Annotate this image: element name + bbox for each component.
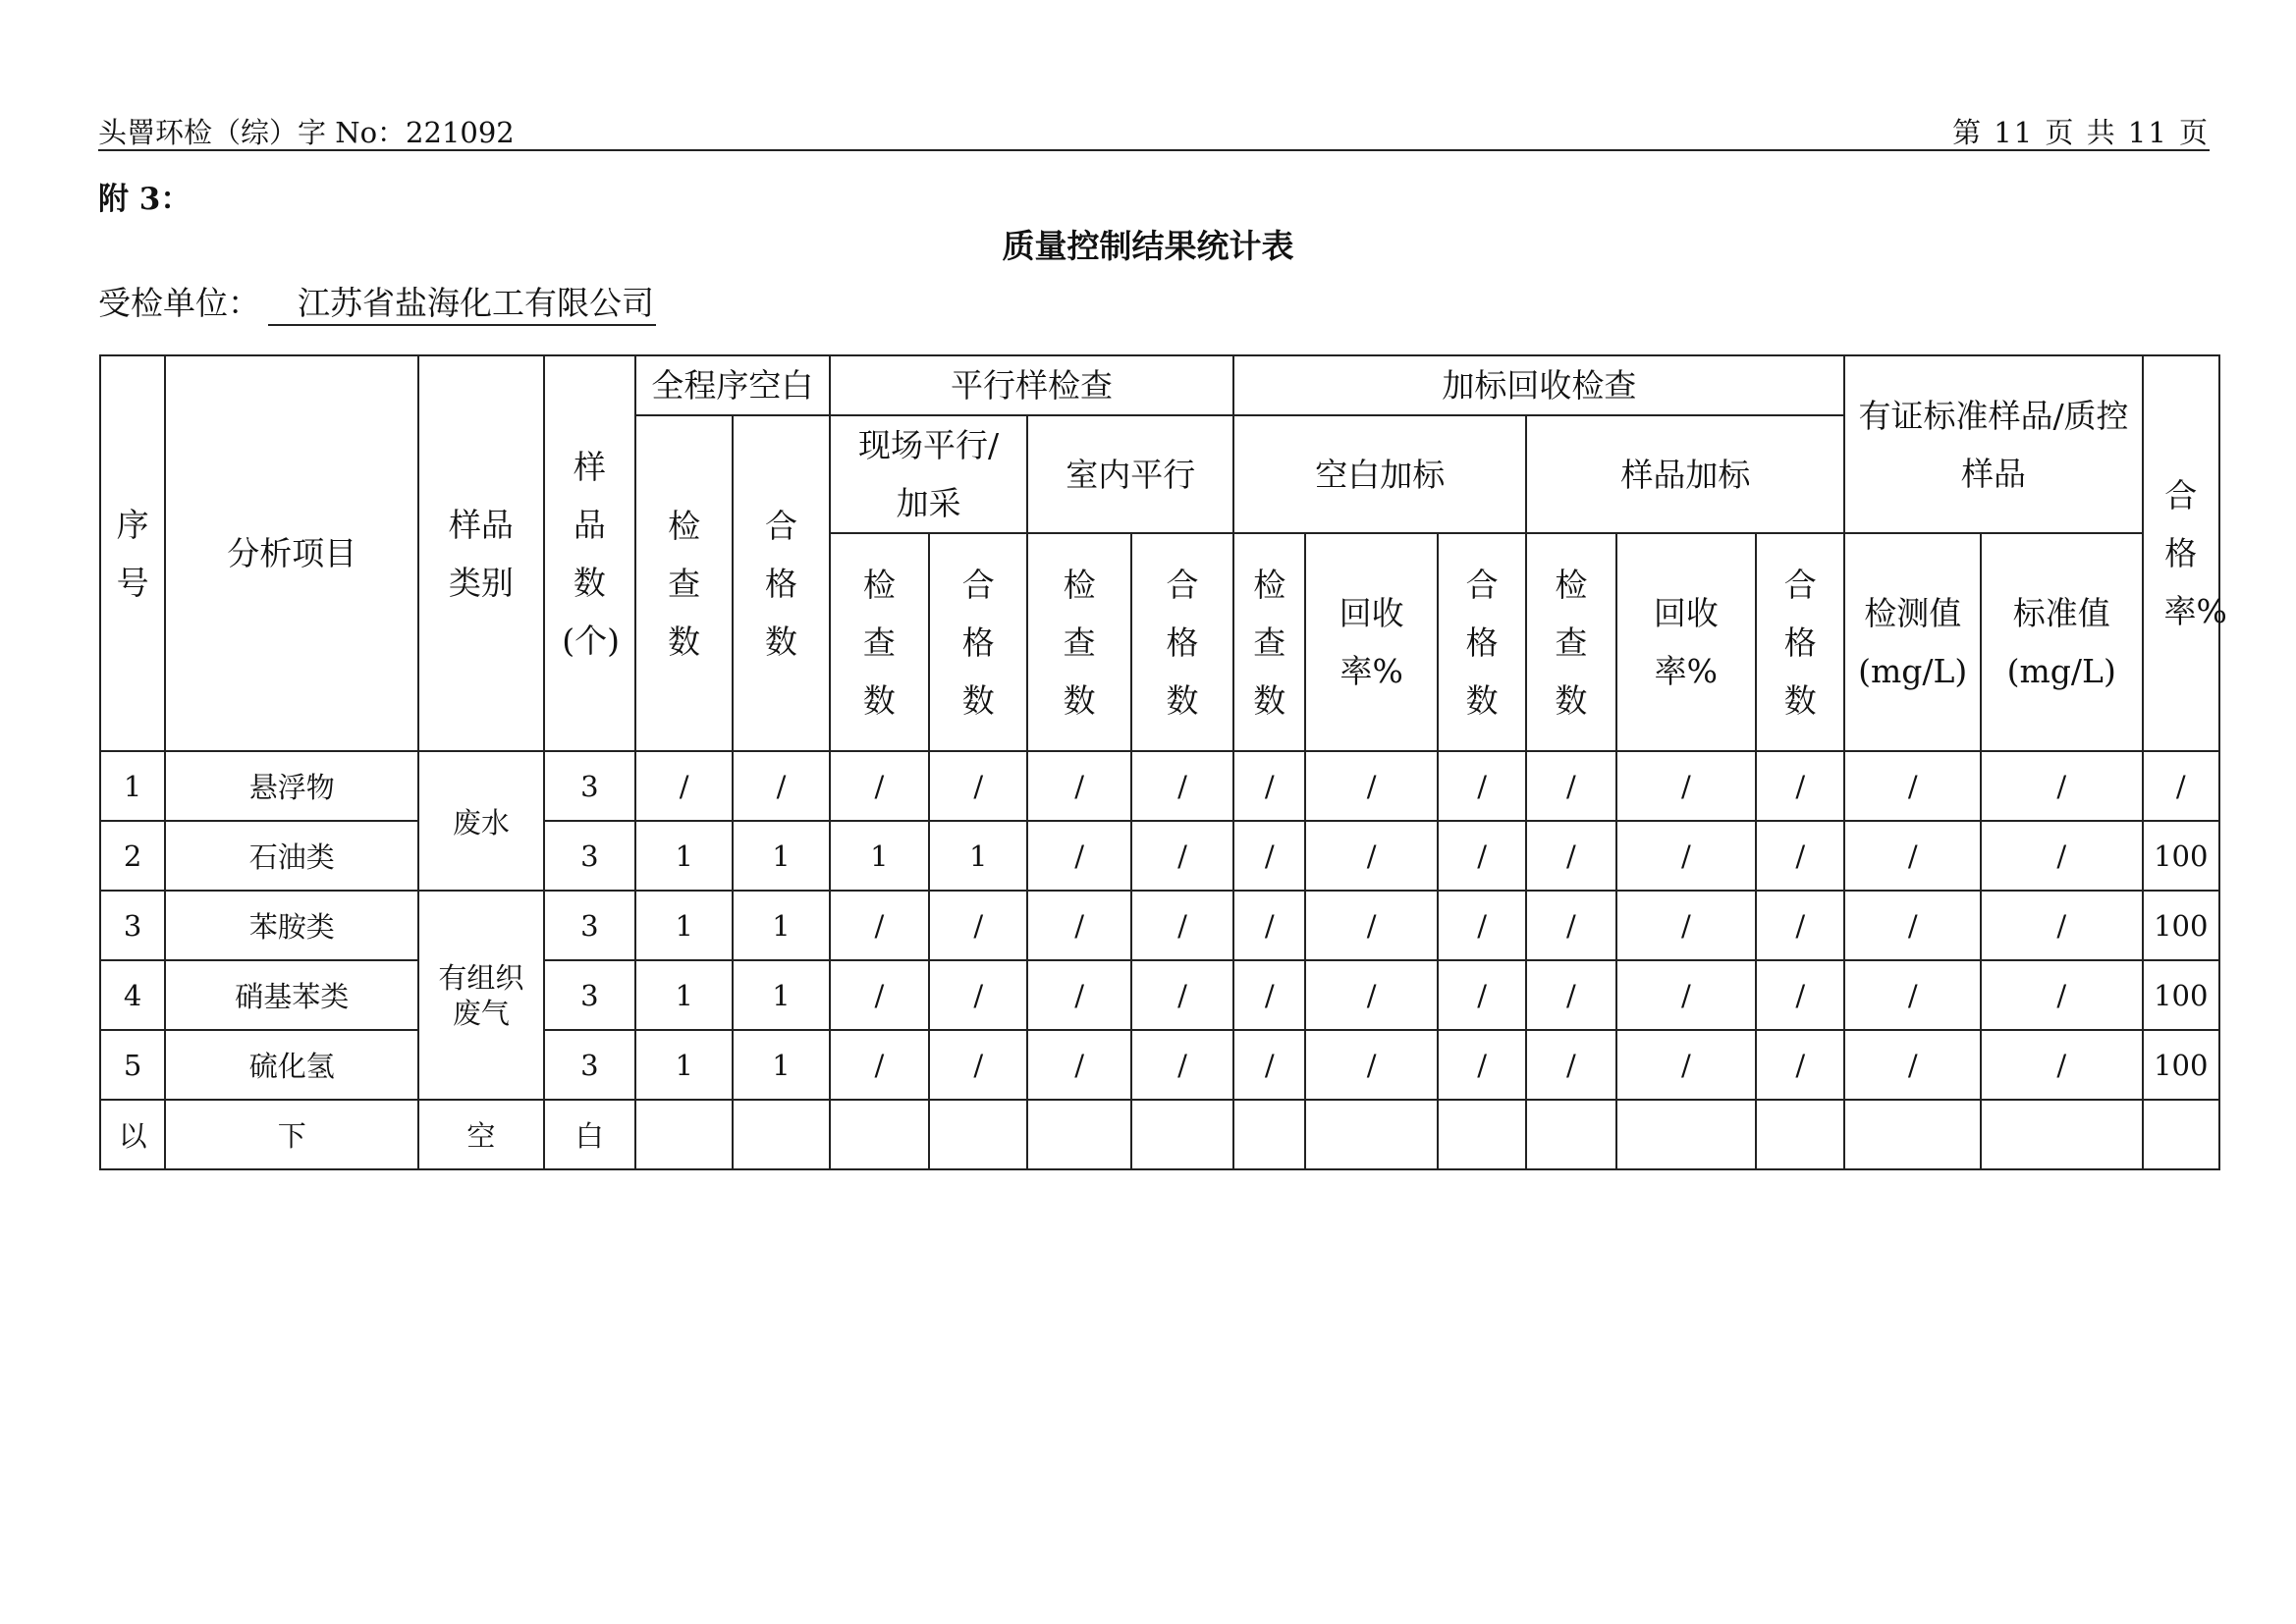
- footer-cell: 以: [100, 1100, 165, 1169]
- table-cell: /: [1305, 751, 1437, 821]
- blank-footer-row: [100, 1100, 2219, 1169]
- pass-rate-header: 合格率%: [2143, 355, 2219, 751]
- inspected-unit-label: 受检单位：: [98, 284, 260, 322]
- page-info: 第 11 页 共 11 页: [1952, 116, 2210, 149]
- table-cell: /: [1844, 821, 1981, 891]
- table-cell: 1: [733, 960, 829, 1030]
- table-cell: /: [1526, 821, 1615, 891]
- row-seq: 3: [100, 891, 165, 960]
- table-cell: 1: [830, 821, 929, 891]
- table-cell: /: [1981, 960, 2143, 1030]
- table-cell: 100: [2143, 891, 2219, 960]
- row-count: 3: [544, 751, 635, 821]
- table-cell: /: [1131, 821, 1233, 891]
- empty-cell: [1233, 1100, 1305, 1169]
- sample-spike-check-header: 检查数: [1526, 533, 1615, 751]
- table-cell: /: [1616, 891, 1757, 960]
- inspected-unit: [98, 278, 656, 326]
- row-category: 有组织废气: [418, 891, 543, 1100]
- col-seq-header: 序号: [100, 355, 165, 751]
- row-count: 3: [544, 960, 635, 1030]
- sample-spike-recovery-header: 回收率%: [1616, 533, 1757, 751]
- table-cell: /: [1526, 960, 1615, 1030]
- row-count: 3: [544, 891, 635, 960]
- table-cell: /: [929, 960, 1027, 1030]
- table-cell: /: [1233, 821, 1305, 891]
- table-cell: /: [1844, 1030, 1981, 1100]
- table-cell: /: [1756, 960, 1844, 1030]
- table-cell: /: [1844, 891, 1981, 960]
- table-cell: /: [1233, 1030, 1305, 1100]
- full-blank-pass-header: 合格数: [733, 415, 829, 751]
- row-seq: 2: [100, 821, 165, 891]
- empty-cell: [733, 1100, 829, 1169]
- table-cell: /: [830, 891, 929, 960]
- table-cell: /: [1027, 1030, 1130, 1100]
- parallel-check-header: 平行样检查: [830, 355, 1233, 415]
- row-seq: 4: [100, 960, 165, 1030]
- table-cell: /: [1756, 821, 1844, 891]
- table-cell: /: [1981, 1030, 2143, 1100]
- table-cell: /: [1131, 891, 1233, 960]
- table-cell: /: [2143, 751, 2219, 821]
- table-cell: /: [1305, 821, 1437, 891]
- table-cell: /: [1844, 751, 1981, 821]
- field-parallel-check-header: 检查数: [830, 533, 929, 751]
- table-cell: /: [1027, 821, 1130, 891]
- table-cell: /: [1131, 960, 1233, 1030]
- empty-cell: [1756, 1100, 1844, 1169]
- empty-cell: [1438, 1100, 1526, 1169]
- table-cell: /: [1027, 751, 1130, 821]
- empty-cell: [929, 1100, 1027, 1169]
- empty-cell: [1305, 1100, 1437, 1169]
- table-cell: /: [1438, 891, 1526, 960]
- row-item: 石油类: [165, 821, 418, 891]
- table-cell: /: [1305, 891, 1437, 960]
- table-cell: 1: [733, 1030, 829, 1100]
- blank-spike-check-header: 检查数: [1233, 533, 1305, 751]
- table-row: [100, 891, 2219, 960]
- table-cell: /: [929, 751, 1027, 821]
- table-cell: /: [1438, 1030, 1526, 1100]
- lab-parallel-check-header: 检查数: [1027, 533, 1130, 751]
- table-cell: /: [1131, 751, 1233, 821]
- empty-cell: [1844, 1100, 1981, 1169]
- full-blank-check-header: 检查数: [635, 415, 733, 751]
- empty-cell: [1616, 1100, 1757, 1169]
- table-row: [100, 821, 2219, 891]
- row-seq: 1: [100, 751, 165, 821]
- table-cell: /: [1981, 821, 2143, 891]
- field-parallel-pass-header: 合格数: [929, 533, 1027, 751]
- lab-parallel-pass-header: 合格数: [1131, 533, 1233, 751]
- blank-spike-header: 空白加标: [1233, 415, 1526, 533]
- table-row: [100, 751, 2219, 821]
- row-item: 硫化氢: [165, 1030, 418, 1100]
- table-cell: /: [830, 751, 929, 821]
- empty-cell: [1526, 1100, 1615, 1169]
- table-cell: /: [1756, 1030, 1844, 1100]
- lab-parallel-header: 室内平行: [1027, 415, 1233, 533]
- qc-results-table: [99, 354, 2227, 1170]
- row-count: 3: [544, 821, 635, 891]
- table-cell: /: [1305, 1030, 1437, 1100]
- table-cell: /: [1616, 960, 1757, 1030]
- sample-spike-pass-header: 合格数: [1756, 533, 1844, 751]
- row-seq: 5: [100, 1030, 165, 1100]
- inspected-unit-value: 江苏省盐海化工有限公司: [268, 278, 656, 326]
- col-category-header: 样品类别: [418, 355, 543, 751]
- row-item: 悬浮物: [165, 751, 418, 821]
- table-cell: /: [1981, 891, 2143, 960]
- table-cell: /: [1756, 891, 1844, 960]
- col-sample-count-header: 样品数(个): [544, 355, 635, 751]
- full-blank-header: 全程序空白: [635, 355, 830, 415]
- row-count: 3: [544, 1030, 635, 1100]
- table-cell: /: [1233, 891, 1305, 960]
- table-cell: /: [929, 891, 1027, 960]
- page-header: [98, 116, 2210, 151]
- header-row-1: [100, 355, 2219, 415]
- table-cell: /: [1616, 1030, 1757, 1100]
- table-cell: /: [1844, 960, 1981, 1030]
- table-cell: 1: [733, 821, 829, 891]
- table-cell: /: [1616, 821, 1757, 891]
- certified-sample-header: 有证标准样品/质控样品: [1844, 355, 2142, 533]
- table-cell: /: [1438, 751, 1526, 821]
- footer-cell: 空: [418, 1100, 543, 1169]
- table-cell: /: [1438, 821, 1526, 891]
- empty-cell: [1981, 1100, 2143, 1169]
- row-item: 硝基苯类: [165, 960, 418, 1030]
- blank-spike-recovery-header: 回收率%: [1305, 533, 1437, 751]
- table-cell: 100: [2143, 821, 2219, 891]
- table-cell: /: [1616, 751, 1757, 821]
- empty-cell: [2143, 1100, 2219, 1169]
- annex-label: 附 3：: [98, 182, 191, 217]
- table-cell: 1: [929, 821, 1027, 891]
- table-cell: /: [1438, 960, 1526, 1030]
- table-cell: /: [1756, 751, 1844, 821]
- table-cell: /: [1233, 751, 1305, 821]
- row-item: 苯胺类: [165, 891, 418, 960]
- table-cell: /: [733, 751, 829, 821]
- table-cell: /: [1981, 751, 2143, 821]
- table-row: [100, 1030, 2219, 1100]
- empty-cell: [635, 1100, 733, 1169]
- measured-value-header: 检测值(mg/L): [1844, 533, 1981, 751]
- empty-cell: [830, 1100, 929, 1169]
- empty-cell: [1027, 1100, 1130, 1169]
- page-title: 质量控制结果统计表: [1002, 227, 1294, 265]
- table-cell: /: [1131, 1030, 1233, 1100]
- row-category: 废水: [418, 751, 543, 891]
- table-cell: 100: [2143, 1030, 2219, 1100]
- blank-spike-pass-header: 合格数: [1438, 533, 1526, 751]
- empty-cell: [1131, 1100, 1233, 1169]
- table-cell: 1: [635, 821, 733, 891]
- table-cell: /: [1526, 751, 1615, 821]
- spike-recovery-header: 加标回收检查: [1233, 355, 1844, 415]
- standard-value-header: 标准值(mg/L): [1981, 533, 2143, 751]
- table-cell: /: [1305, 960, 1437, 1030]
- col-item-header: 分析项目: [165, 355, 418, 751]
- footer-cell: 白: [544, 1100, 635, 1169]
- table-cell: /: [1027, 960, 1130, 1030]
- field-parallel-header: 现场平行/加采: [830, 415, 1028, 533]
- table-cell: 1: [733, 891, 829, 960]
- table-cell: /: [830, 1030, 929, 1100]
- table-row: [100, 960, 2219, 1030]
- table-cell: /: [1027, 891, 1130, 960]
- table-cell: /: [635, 751, 733, 821]
- table-cell: /: [929, 1030, 1027, 1100]
- sample-spike-header: 样品加标: [1526, 415, 1844, 533]
- table-cell: 100: [2143, 960, 2219, 1030]
- table-cell: /: [830, 960, 929, 1030]
- table-cell: 1: [635, 960, 733, 1030]
- table-cell: /: [1526, 1030, 1615, 1100]
- table-cell: 1: [635, 1030, 733, 1100]
- table-cell: /: [1233, 960, 1305, 1030]
- report-number: 头罾环检（综）字 No：221092: [98, 116, 515, 149]
- table-cell: /: [1526, 891, 1615, 960]
- table-cell: 1: [635, 891, 733, 960]
- footer-cell: 下: [165, 1100, 418, 1169]
